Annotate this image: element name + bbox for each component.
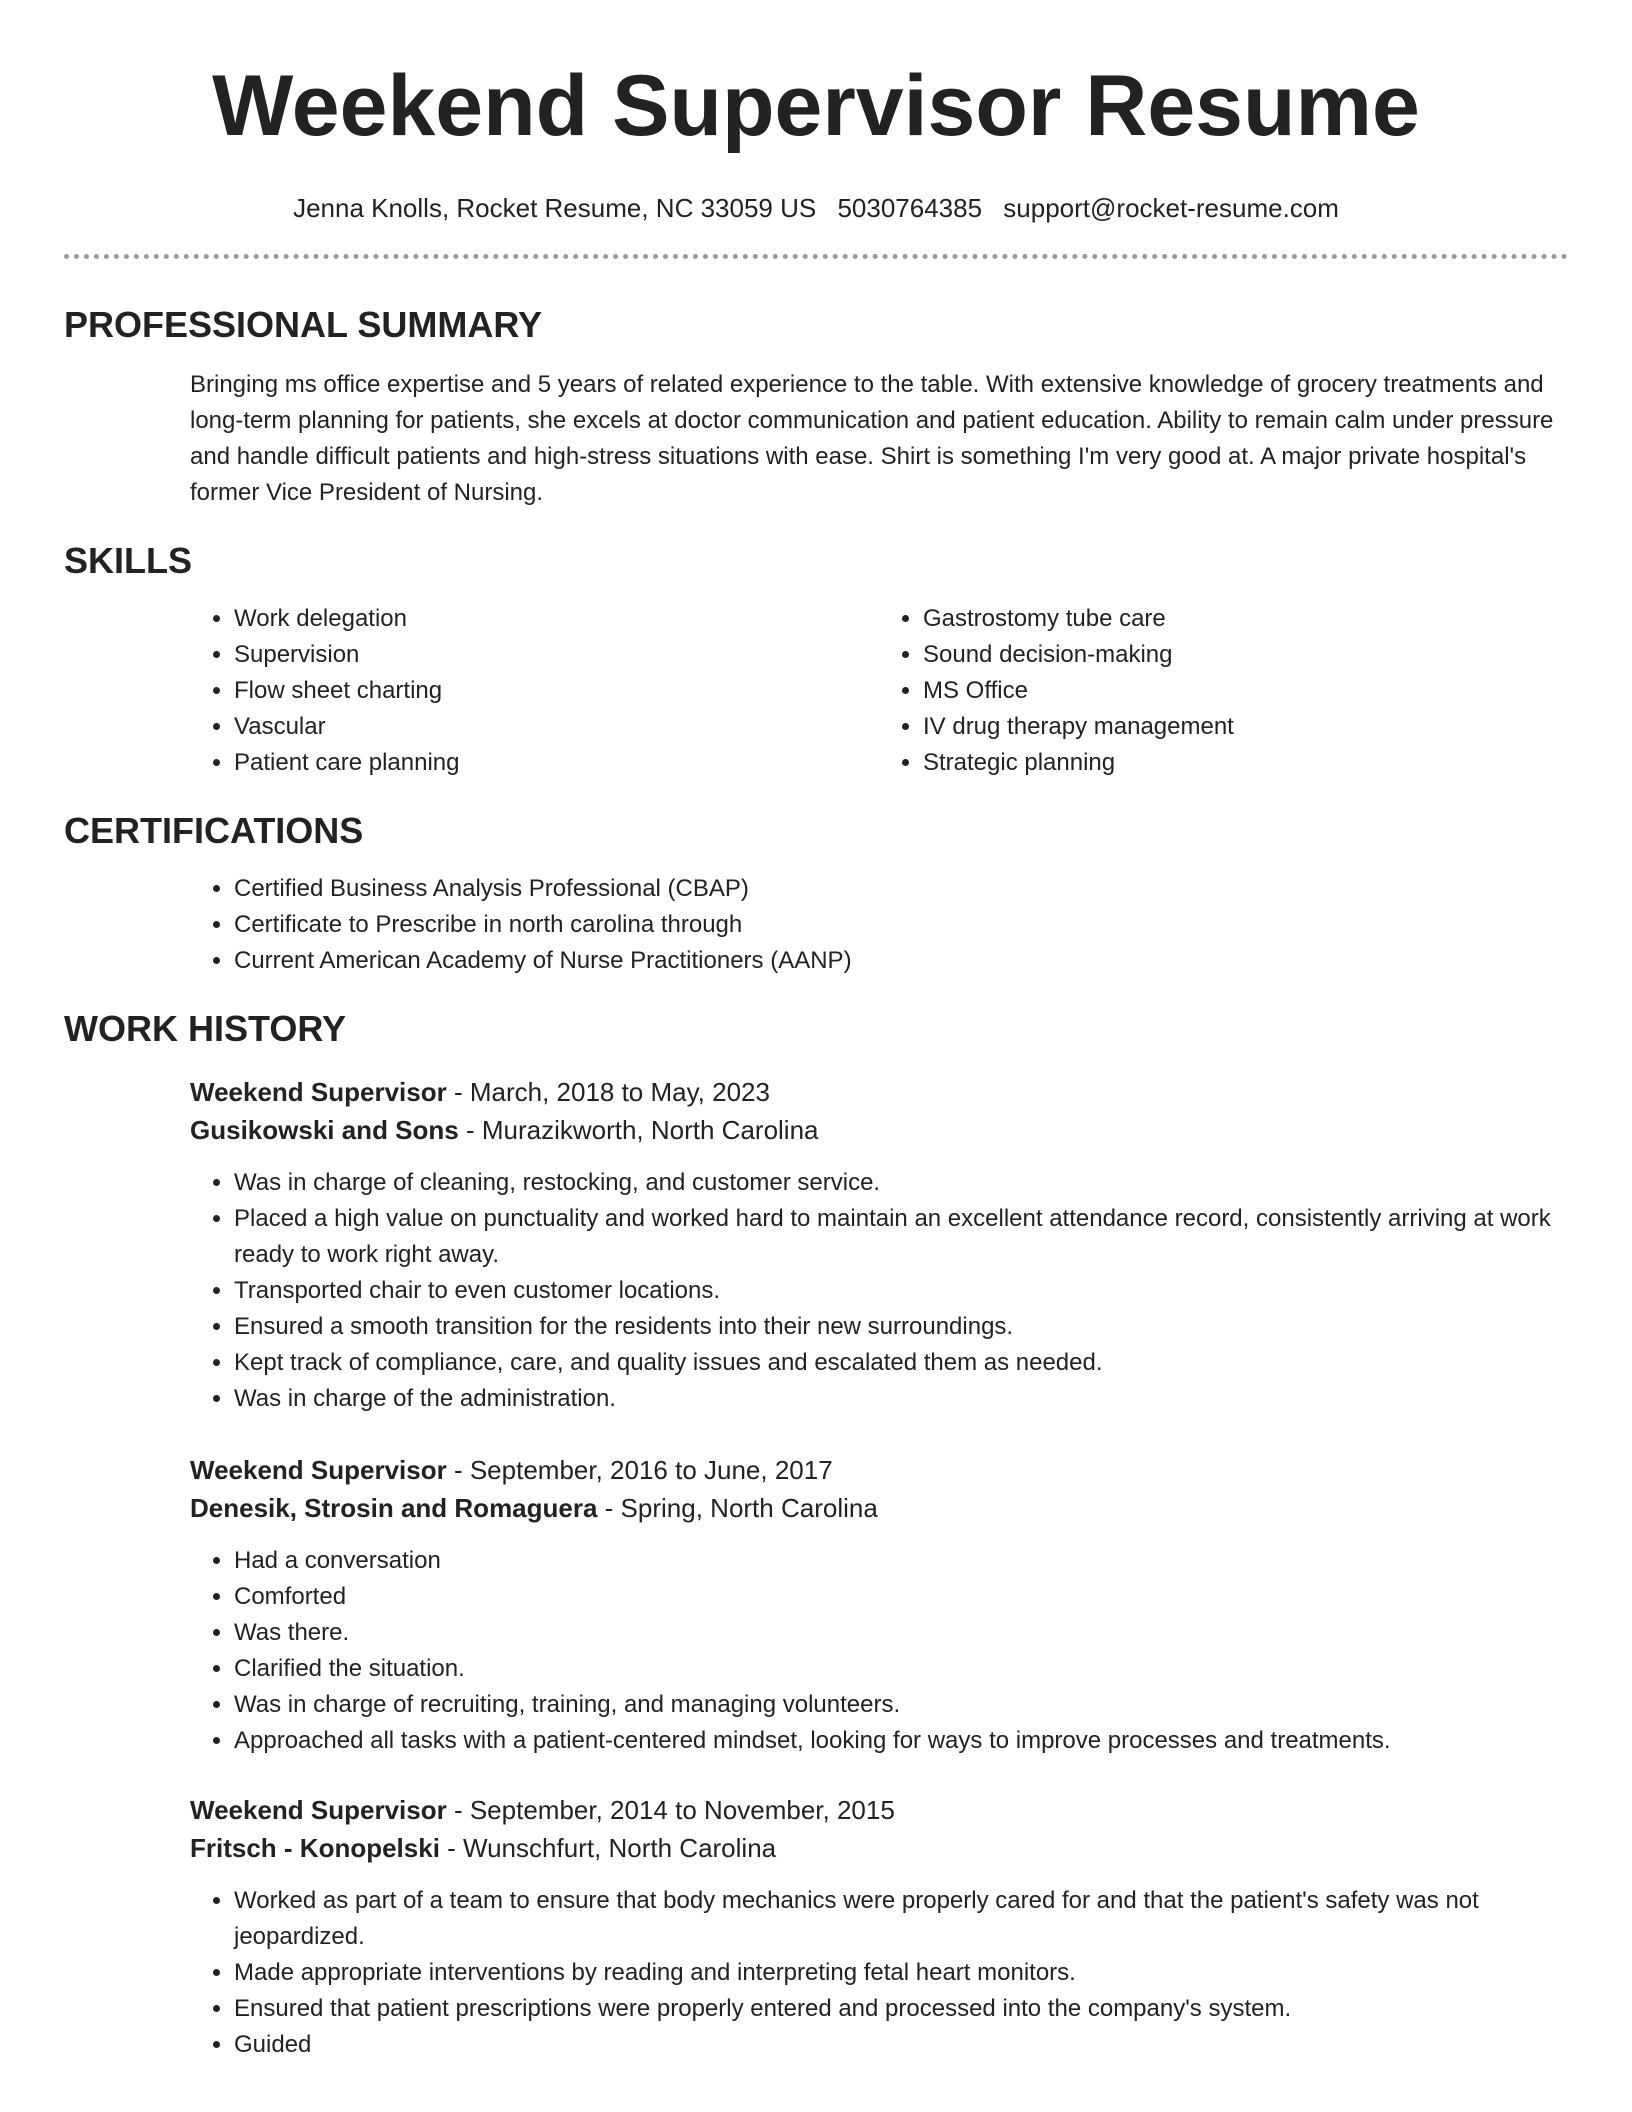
job-company: Fritsch - Konopelski [190, 1833, 440, 1863]
list-item: • Transported chair to even customer locations. [234, 1273, 1568, 1309]
list-item: • Had a conversation [234, 1543, 1568, 1579]
skills-list-left [190, 601, 879, 781]
job-dates: - March, 2018 to May, 2023 [446, 1077, 770, 1107]
work-history-heading: WORK HISTORY [64, 1008, 347, 1049]
summary-heading: PROFESSIONAL SUMMARY [64, 304, 543, 345]
list-item: • Placed a high value on punctuality and worked hard to maintain an excellent attendance record, consistently arriving at work ready to work right away. [234, 1201, 1568, 1273]
certifications-body [190, 871, 1568, 979]
list-item: • Worked as part of a team to ensure that body mechanics were properly cared for and that the patient's safety was not jeopardized. [234, 1883, 1568, 1955]
job-location: - Murazikworth, North Carolina [458, 1115, 819, 1145]
contact-email: support@rocket-resume.com [1003, 193, 1339, 223]
list-item: • Patient care planning [234, 745, 879, 781]
list-item: • Flow sheet charting [234, 673, 879, 709]
list-item: • Strategic planning [923, 745, 1568, 781]
job-location: - Spring, North Carolina [597, 1493, 878, 1523]
list-item: • Vascular [234, 709, 879, 745]
list-item: • MS Office [923, 673, 1568, 709]
skills-heading: SKILLS [64, 540, 193, 581]
list-item: • Made appropriate interventions by reading and interpreting fetal heart monitors. [234, 1955, 1568, 1991]
header-divider [64, 254, 1568, 259]
list-item: • Was in charge of the administration. [234, 1381, 1568, 1417]
list-item: • Supervision [234, 637, 879, 673]
job-duties-list [190, 1883, 1568, 2063]
list-item: • Kept track of compliance, care, and quality issues and escalated them as needed. [234, 1345, 1568, 1381]
job-title-line [190, 1073, 1568, 1111]
job-company-line [190, 1489, 1568, 1527]
list-item: • Certified Business Analysis Professional (CBAP) [234, 871, 1568, 907]
job-company-line [190, 1111, 1568, 1149]
contact-phone: 5030764385 [837, 193, 983, 223]
list-item: • Ensured that patient prescriptions were properly entered and processed into the company's system. [234, 1991, 1568, 2027]
list-item: • IV drug therapy management [923, 709, 1568, 745]
job-company: Gusikowski and Sons [190, 1115, 459, 1145]
job-company-line [190, 1829, 1568, 1867]
list-item: • Was in charge of cleaning, restocking, and customer service. [234, 1165, 1568, 1201]
certifications-heading: CERTIFICATIONS [64, 810, 364, 851]
list-item: • Was in charge of recruiting, training, and managing volunteers. [234, 1687, 1568, 1723]
summary-text: Bringing ms office expertise and 5 years of related experience to the table. With extensive knowledge of grocery treatments and long-term planning for patients, she excels at doctor communication and patient education. Ability to remain calm under pressure and handle difficult patients and high-stress situations with ease. Shirt is something I'm very good at. A major private hospital's former Vice President of Nursing. [190, 371, 1554, 506]
list-item: • Comforted [234, 1579, 1568, 1615]
list-item: • Certificate to Prescribe in north carolina through [234, 907, 1568, 943]
skills-grid [190, 601, 1568, 781]
job-title-line [190, 1791, 1568, 1829]
job-entry [190, 1791, 1568, 2063]
job-entry [190, 1451, 1568, 1759]
job-dates: - September, 2014 to November, 2015 [446, 1795, 895, 1825]
job-entry [190, 1073, 1568, 1417]
job-duties-list [190, 1543, 1568, 1759]
list-item: • Current American Academy of Nurse Practitioners (AANP) [234, 943, 1568, 979]
list-item: • Gastrostomy tube care [923, 601, 1568, 637]
job-company: Denesik, Strosin and Romaguera [190, 1493, 598, 1523]
list-item: • Work delegation [234, 601, 879, 637]
job-title: Weekend Supervisor [190, 1077, 447, 1107]
list-item: • Was there. [234, 1615, 1568, 1651]
job-title-line [190, 1451, 1568, 1489]
list-item: • Ensured a smooth transition for the residents into their new surroundings. [234, 1309, 1568, 1345]
job-dates: - September, 2016 to June, 2017 [446, 1455, 833, 1485]
list-item: • Approached all tasks with a patient-centered mindset, looking for ways to improve processes and treatments. [234, 1723, 1568, 1759]
contact-address: Jenna Knolls, Rocket Resume, NC 33059 US [293, 193, 817, 223]
job-location: - Wunschfurt, North Carolina [439, 1833, 777, 1863]
certifications-list [190, 871, 1568, 979]
list-item: • Sound decision-making [923, 637, 1568, 673]
job-duties-list [190, 1165, 1568, 1417]
list-item: • Clarified the situation. [234, 1651, 1568, 1687]
list-item: • Guided [234, 2027, 1568, 2063]
page-title: Weekend Supervisor Resume [212, 58, 1420, 154]
skills-list-right [879, 601, 1568, 781]
job-title: Weekend Supervisor [190, 1795, 447, 1825]
job-title: Weekend Supervisor [190, 1455, 447, 1485]
contact-line [64, 192, 1568, 224]
